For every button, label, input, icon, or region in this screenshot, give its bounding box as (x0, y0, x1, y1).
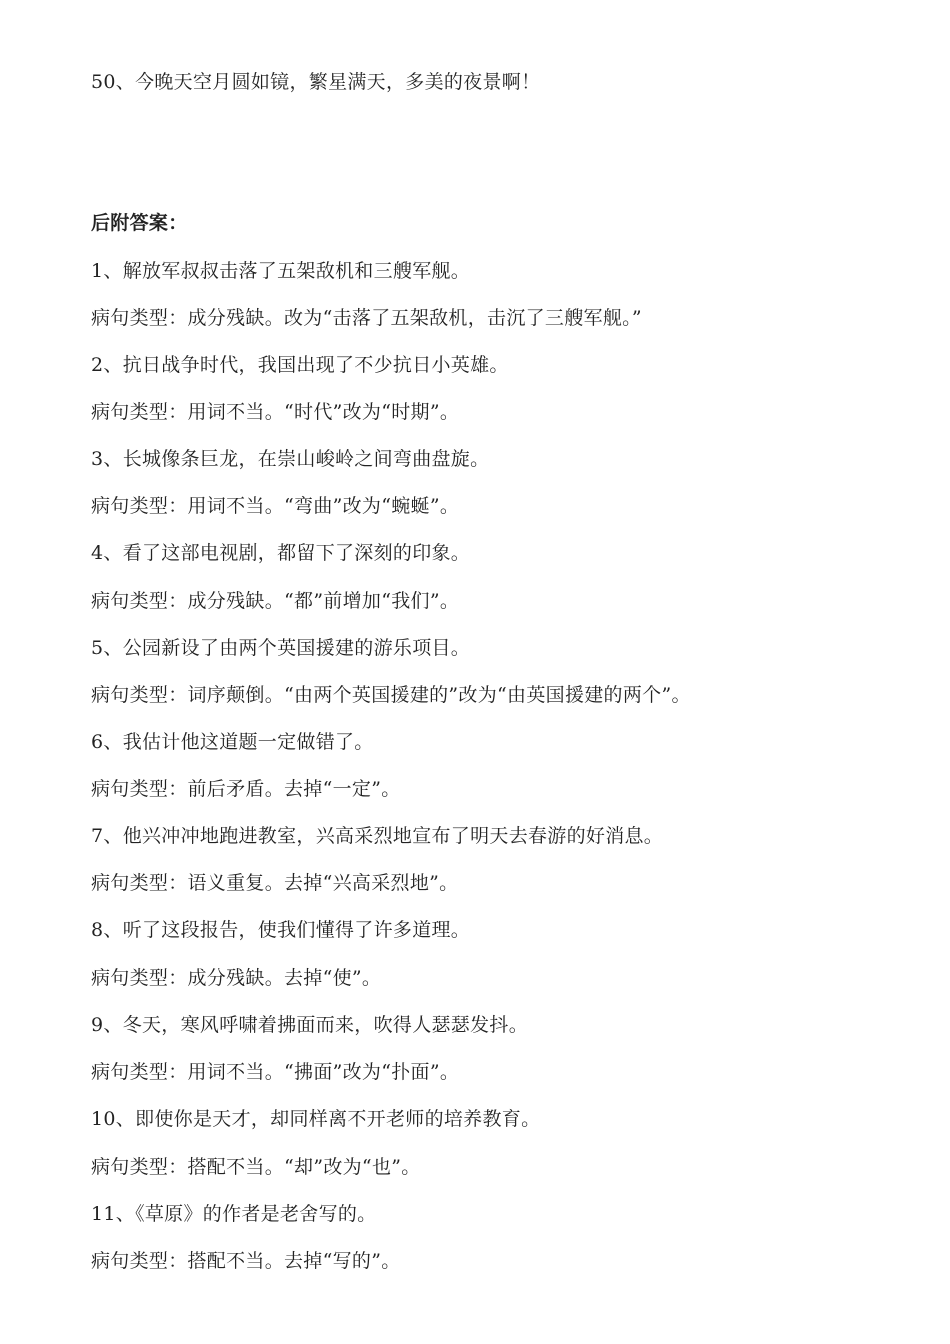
answer-analysis: 病句类型：用词不当。“拂面”改为“扑面”。 (91, 1061, 460, 1083)
answer-analysis: 病句类型：用词不当。“弯曲”改为“蜿蜒”。 (91, 495, 460, 517)
answer-sentence: 10、即使你是天才，却同样离不开老师的培养教育。 (91, 1108, 541, 1130)
answer-sentence: 9、冬天，寒风呼啸着拂面而来，吹得人瑟瑟发抖。 (91, 1014, 528, 1036)
answer-analysis: 病句类型：成分残缺。“都”前增加“我们”。 (91, 590, 460, 612)
answer-analysis: 病句类型：搭配不当。“却”改为“也”。 (91, 1156, 421, 1178)
answer-sentence: 7、他兴冲冲地跑进教室，兴高采烈地宣布了明天去春游的好消息。 (91, 825, 664, 847)
answers-heading: 后附答案： (91, 212, 188, 234)
answer-sentence: 6、我估计他这道题一定做错了。 (91, 731, 374, 753)
answer-analysis: 病句类型：搭配不当。去掉“写的”。 (91, 1250, 401, 1272)
answer-analysis: 病句类型：成分残缺。改为“击落了五架敌机，击沉了三艘军舰。” (91, 307, 642, 329)
answer-sentence: 3、长城像条巨龙，在崇山峻岭之间弯曲盘旋。 (91, 448, 490, 470)
answer-analysis: 病句类型：词序颠倒。“由两个英国援建的”改为“由英国援建的两个”。 (91, 684, 691, 706)
answer-sentence: 2、抗日战争时代，我国出现了不少抗日小英雄。 (91, 354, 509, 376)
answer-sentence: 4、看了这部电视剧，都留下了深刻的印象。 (91, 542, 471, 564)
answer-analysis: 病句类型：前后矛盾。去掉“一定”。 (91, 778, 401, 800)
answer-analysis: 病句类型：语义重复。去掉“兴高采烈地”。 (91, 872, 459, 894)
answer-sentence: 11、《草原》的作者是老舍写的。 (91, 1203, 377, 1225)
answer-sentence: 1、解放军叔叔击落了五架敌机和三艘军舰。 (91, 260, 471, 282)
answer-analysis: 病句类型：成分残缺。去掉“使”。 (91, 967, 382, 989)
answer-sentence: 5、公园新设了由两个英国援建的游乐项目。 (91, 637, 471, 659)
answer-analysis: 病句类型：用词不当。“时代”改为“时期”。 (91, 401, 460, 423)
intro-line: 50、今晚天空月圆如镜，繁星满天，多美的夜景啊！ (91, 71, 541, 93)
answer-sentence: 8、听了这段报告，使我们懂得了许多道理。 (91, 919, 471, 941)
